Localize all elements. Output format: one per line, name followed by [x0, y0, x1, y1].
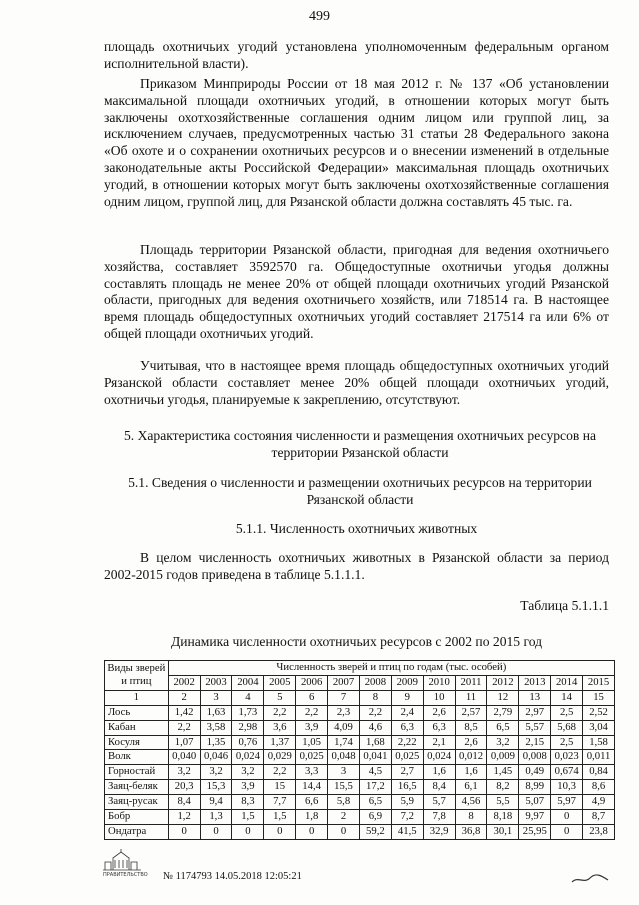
value-cell: 4,9 — [583, 795, 615, 810]
value-cell: 2,7 — [391, 765, 423, 780]
value-cell: 8,2 — [487, 780, 519, 795]
value-cell: 8,6 — [583, 780, 615, 795]
value-cell: 1,3 — [200, 810, 232, 825]
value-cell: 6,5 — [487, 720, 519, 735]
section-heading-5-1: 5.1. Сведения о численности и размещении охотничьих ресурсов на территории Рязанской области — [128, 475, 592, 507]
table-title: Динамика численности охотничьих ресурсов с 2002 по 2015 год — [170, 634, 543, 649]
value-cell: 8,4 — [423, 780, 455, 795]
value-cell: 0 — [296, 824, 328, 839]
value-cell: 5,57 — [519, 720, 551, 735]
table-group-header-row — [105, 661, 615, 676]
value-cell: 0 — [551, 824, 583, 839]
value-cell: 36,8 — [455, 824, 487, 839]
table-row — [105, 750, 615, 765]
value-cell: 17,2 — [359, 780, 391, 795]
value-cell: 10,3 — [551, 780, 583, 795]
value-cell: 1,68 — [359, 735, 391, 750]
species-name-cell: Бобр — [105, 810, 169, 825]
value-cell: 1,58 — [583, 735, 615, 750]
value-cell: 0 — [264, 824, 296, 839]
value-cell: 0,012 — [455, 750, 487, 765]
value-cell: 5,7 — [423, 795, 455, 810]
value-cell: 1,74 — [328, 735, 360, 750]
value-cell: 5,97 — [551, 795, 583, 810]
intro-paragraph: В целом численность охотничьих животных в Рязанской области за период 2002-2015 годов приведена в таблице 5.1.1.1. — [104, 550, 609, 582]
value-cell: 9,4 — [200, 795, 232, 810]
value-cell: 8,99 — [519, 780, 551, 795]
species-name-cell: Горностай — [105, 765, 169, 780]
year-header: 2009 — [391, 675, 423, 690]
value-cell: 32,9 — [423, 824, 455, 839]
value-cell: 2,2 — [359, 705, 391, 720]
column-number-cell: 4 — [232, 690, 264, 705]
group-header: Численность зверей и птиц по годам (тыс. особей) — [168, 661, 614, 676]
value-cell: 8,18 — [487, 810, 519, 825]
value-cell: 8,5 — [455, 720, 487, 735]
value-cell: 30,1 — [487, 824, 519, 839]
column-numbers-row — [105, 690, 615, 705]
value-cell: 15,5 — [328, 780, 360, 795]
value-cell: 1,8 — [296, 810, 328, 825]
value-cell: 0,046 — [200, 750, 232, 765]
table-row — [105, 810, 615, 825]
value-cell: 3 — [328, 765, 360, 780]
value-cell: 0,041 — [359, 750, 391, 765]
value-cell: 2,5 — [551, 735, 583, 750]
value-cell: 25,95 — [519, 824, 551, 839]
value-cell: 23,8 — [583, 824, 615, 839]
year-header: 2006 — [296, 675, 328, 690]
species-name-cell: Косуля — [105, 735, 169, 750]
table-row — [105, 720, 615, 735]
value-cell: 2 — [328, 810, 360, 825]
value-cell: 0 — [232, 824, 264, 839]
value-cell: 1,6 — [455, 765, 487, 780]
population-table — [104, 660, 615, 840]
species-name-cell: Волк — [105, 750, 169, 765]
value-cell: 3,3 — [296, 765, 328, 780]
value-cell: 7,8 — [423, 810, 455, 825]
value-cell: 0,84 — [583, 765, 615, 780]
column-number-cell: 8 — [359, 690, 391, 705]
value-cell: 15,3 — [200, 780, 232, 795]
paragraph-area: Площадь территории Рязанской области, пригодная для ведения охотничьего хозяйства, составляет 3592570 га. Общедоступные охотничьи угодья должны составлять площадь не менее 20% от общей площади охотничьих угодий Рязанской области, пригодных для ведения охотничьего хозяйств, или 718514 га. В настоящее время площадь общедоступных охотничьих угодий составляет 217514 га или 6% от общей площади охотничьих угодий. — [104, 242, 609, 341]
value-cell: 0 — [200, 824, 232, 839]
value-cell: 2,98 — [232, 720, 264, 735]
value-cell: 3,9 — [296, 720, 328, 735]
year-header: 2004 — [232, 675, 264, 690]
value-cell: 1,5 — [232, 810, 264, 825]
value-cell: 2,6 — [455, 735, 487, 750]
table-row — [105, 705, 615, 720]
value-cell: 4,09 — [328, 720, 360, 735]
table-row — [105, 735, 615, 750]
column-number-cell: 6 — [296, 690, 328, 705]
column-number-cell: 7 — [328, 690, 360, 705]
column-number-cell: 11 — [455, 690, 487, 705]
value-cell: 3,58 — [200, 720, 232, 735]
value-cell: 6,1 — [455, 780, 487, 795]
species-name-cell: Лось — [105, 705, 169, 720]
value-cell: 2,2 — [264, 705, 296, 720]
year-header: 2008 — [359, 675, 391, 690]
value-cell: 2,4 — [391, 705, 423, 720]
value-cell: 2,1 — [423, 735, 455, 750]
value-cell: 2,2 — [168, 720, 200, 735]
year-header: 2002 — [168, 675, 200, 690]
value-cell: 0 — [328, 824, 360, 839]
year-header: 2010 — [423, 675, 455, 690]
years-header-row — [105, 675, 615, 690]
table-row — [105, 780, 615, 795]
value-cell: 0,048 — [328, 750, 360, 765]
column-number-cell: 1 — [105, 690, 169, 705]
value-cell: 2,97 — [519, 705, 551, 720]
paragraph-conclusion: Учитывая, что в настоящее время площадь общедоступных охотничьих угодий Рязанской области составляет менее 20% общей площади охотничьих угодий, охотничьи угодья, планируемые к закреплению, отсутствуют. — [104, 358, 609, 407]
value-cell: 5,07 — [519, 795, 551, 810]
year-header: 2014 — [551, 675, 583, 690]
value-cell: 1,37 — [264, 735, 296, 750]
value-cell: 6,5 — [359, 795, 391, 810]
value-cell: 2,52 — [583, 705, 615, 720]
column-number-cell: 12 — [487, 690, 519, 705]
value-cell: 1,35 — [200, 735, 232, 750]
value-cell: 0,023 — [551, 750, 583, 765]
value-cell: 8,7 — [583, 810, 615, 825]
value-cell: 1,45 — [487, 765, 519, 780]
species-name-cell: Заяц-русак — [105, 795, 169, 810]
value-cell: 6,9 — [359, 810, 391, 825]
value-cell: 1,42 — [168, 705, 200, 720]
value-cell: 0,040 — [168, 750, 200, 765]
value-cell: 0,024 — [232, 750, 264, 765]
section-heading-5-1-1: 5.1.1. Численность охотничьих животных — [235, 521, 478, 536]
species-name-cell: Ондатра — [105, 824, 169, 839]
value-cell: 5,8 — [328, 795, 360, 810]
value-cell: 0,49 — [519, 765, 551, 780]
value-cell: 2,3 — [328, 705, 360, 720]
value-cell: 2,57 — [455, 705, 487, 720]
value-cell: 3,2 — [487, 735, 519, 750]
value-cell: 2,22 — [391, 735, 423, 750]
value-cell: 8,3 — [232, 795, 264, 810]
column-number-cell: 10 — [423, 690, 455, 705]
value-cell: 0 — [168, 824, 200, 839]
value-cell: 1,5 — [264, 810, 296, 825]
table-row — [105, 765, 615, 780]
value-cell: 20,3 — [168, 780, 200, 795]
value-cell: 4,5 — [359, 765, 391, 780]
value-cell: 2,6 — [423, 705, 455, 720]
value-cell: 8,4 — [168, 795, 200, 810]
value-cell: 0,76 — [232, 735, 264, 750]
value-cell: 2,79 — [487, 705, 519, 720]
value-cell: 2,2 — [264, 765, 296, 780]
value-cell: 1,6 — [423, 765, 455, 780]
year-header: 2005 — [264, 675, 296, 690]
value-cell: 59,2 — [359, 824, 391, 839]
value-cell: 5,5 — [487, 795, 519, 810]
value-cell: 4,56 — [455, 795, 487, 810]
emblem-caption: ПРАВИТЕЛЬСТВО — [103, 872, 148, 878]
value-cell: 2,15 — [519, 735, 551, 750]
value-cell: 6,3 — [391, 720, 423, 735]
table-row — [105, 795, 615, 810]
value-cell: 16,5 — [391, 780, 423, 795]
value-cell: 0,025 — [391, 750, 423, 765]
registration-stamp: № 1174793 14.05.2018 12:05:21 — [163, 871, 302, 882]
value-cell: 7,2 — [391, 810, 423, 825]
value-cell: 0,009 — [487, 750, 519, 765]
value-cell: 3,2 — [168, 765, 200, 780]
table-label: Таблица 5.1.1.1 — [520, 598, 609, 613]
value-cell: 3,6 — [264, 720, 296, 735]
value-cell: 5,68 — [551, 720, 583, 735]
value-cell: 4,6 — [359, 720, 391, 735]
year-header: 2011 — [455, 675, 487, 690]
value-cell: 7,7 — [264, 795, 296, 810]
value-cell: 6,3 — [423, 720, 455, 735]
value-cell: 3,2 — [232, 765, 264, 780]
value-cell: 0 — [551, 810, 583, 825]
year-header: 2003 — [200, 675, 232, 690]
year-header: 2012 — [487, 675, 519, 690]
column-number-cell: 3 — [200, 690, 232, 705]
column-number-cell: 14 — [551, 690, 583, 705]
value-cell: 3,9 — [232, 780, 264, 795]
paragraph-continuation: площадь охотничьих угодий установлена уполномоченным федеральным органом исполнительной власти). — [104, 39, 609, 71]
value-cell: 2,5 — [551, 705, 583, 720]
column-number-cell: 13 — [519, 690, 551, 705]
species-name-cell: Заяц-беляк — [105, 780, 169, 795]
value-cell: 8 — [455, 810, 487, 825]
column-number-cell: 15 — [583, 690, 615, 705]
value-cell: 0,025 — [296, 750, 328, 765]
value-cell: 2,2 — [296, 705, 328, 720]
species-name-cell: Кабан — [105, 720, 169, 735]
value-cell: 0,011 — [583, 750, 615, 765]
value-cell: 15 — [264, 780, 296, 795]
value-cell: 1,05 — [296, 735, 328, 750]
page-number: 499 — [309, 9, 330, 24]
value-cell: 1,63 — [200, 705, 232, 720]
value-cell: 3,2 — [200, 765, 232, 780]
table-row — [105, 824, 615, 839]
value-cell: 0,674 — [551, 765, 583, 780]
column-number-cell: 5 — [264, 690, 296, 705]
year-header: 2015 — [583, 675, 615, 690]
year-header: 2013 — [519, 675, 551, 690]
column-number-cell: 9 — [391, 690, 423, 705]
value-cell: 9,97 — [519, 810, 551, 825]
value-cell: 1,07 — [168, 735, 200, 750]
corner-header: Виды зверей и птиц — [105, 661, 169, 691]
value-cell: 1,2 — [168, 810, 200, 825]
section-heading-5: 5. Характеристика состояния численности и размещения охотничьих ресурсов на территории Рязанской области — [123, 428, 597, 460]
value-cell: 14,4 — [296, 780, 328, 795]
value-cell: 1,73 — [232, 705, 264, 720]
value-cell: 0,029 — [264, 750, 296, 765]
value-cell: 3,04 — [583, 720, 615, 735]
value-cell: 41,5 — [391, 824, 423, 839]
value-cell: 5,9 — [391, 795, 423, 810]
value-cell: 0,008 — [519, 750, 551, 765]
value-cell: 6,6 — [296, 795, 328, 810]
handwritten-mark-icon — [570, 872, 610, 886]
year-header: 2007 — [328, 675, 360, 690]
paragraph-order-137: Приказом Минприроды России от 18 мая 2012 г. № 137 «Об установлении максимальной площади охотничьих угодий, в отношении которых могут быть заключены охотхозяйственные соглашения одним лицом или группой лиц, за исключением случаев, предусмотренных частью 31 статьи 28 Федерального закона «Об охоте и о сохранении охотничьих ресурсов и о внесении изменений в отдельные законодательные акты Российской Федерации» максимальная площадь охотничьих угодий, в отношении которых могут быть заключены охотхозяйственные соглашения одним лицом, группой лиц, для Рязанской области должна составлять 45 тыс. га. — [104, 76, 609, 209]
column-number-cell: 2 — [168, 690, 200, 705]
value-cell: 0,024 — [423, 750, 455, 765]
